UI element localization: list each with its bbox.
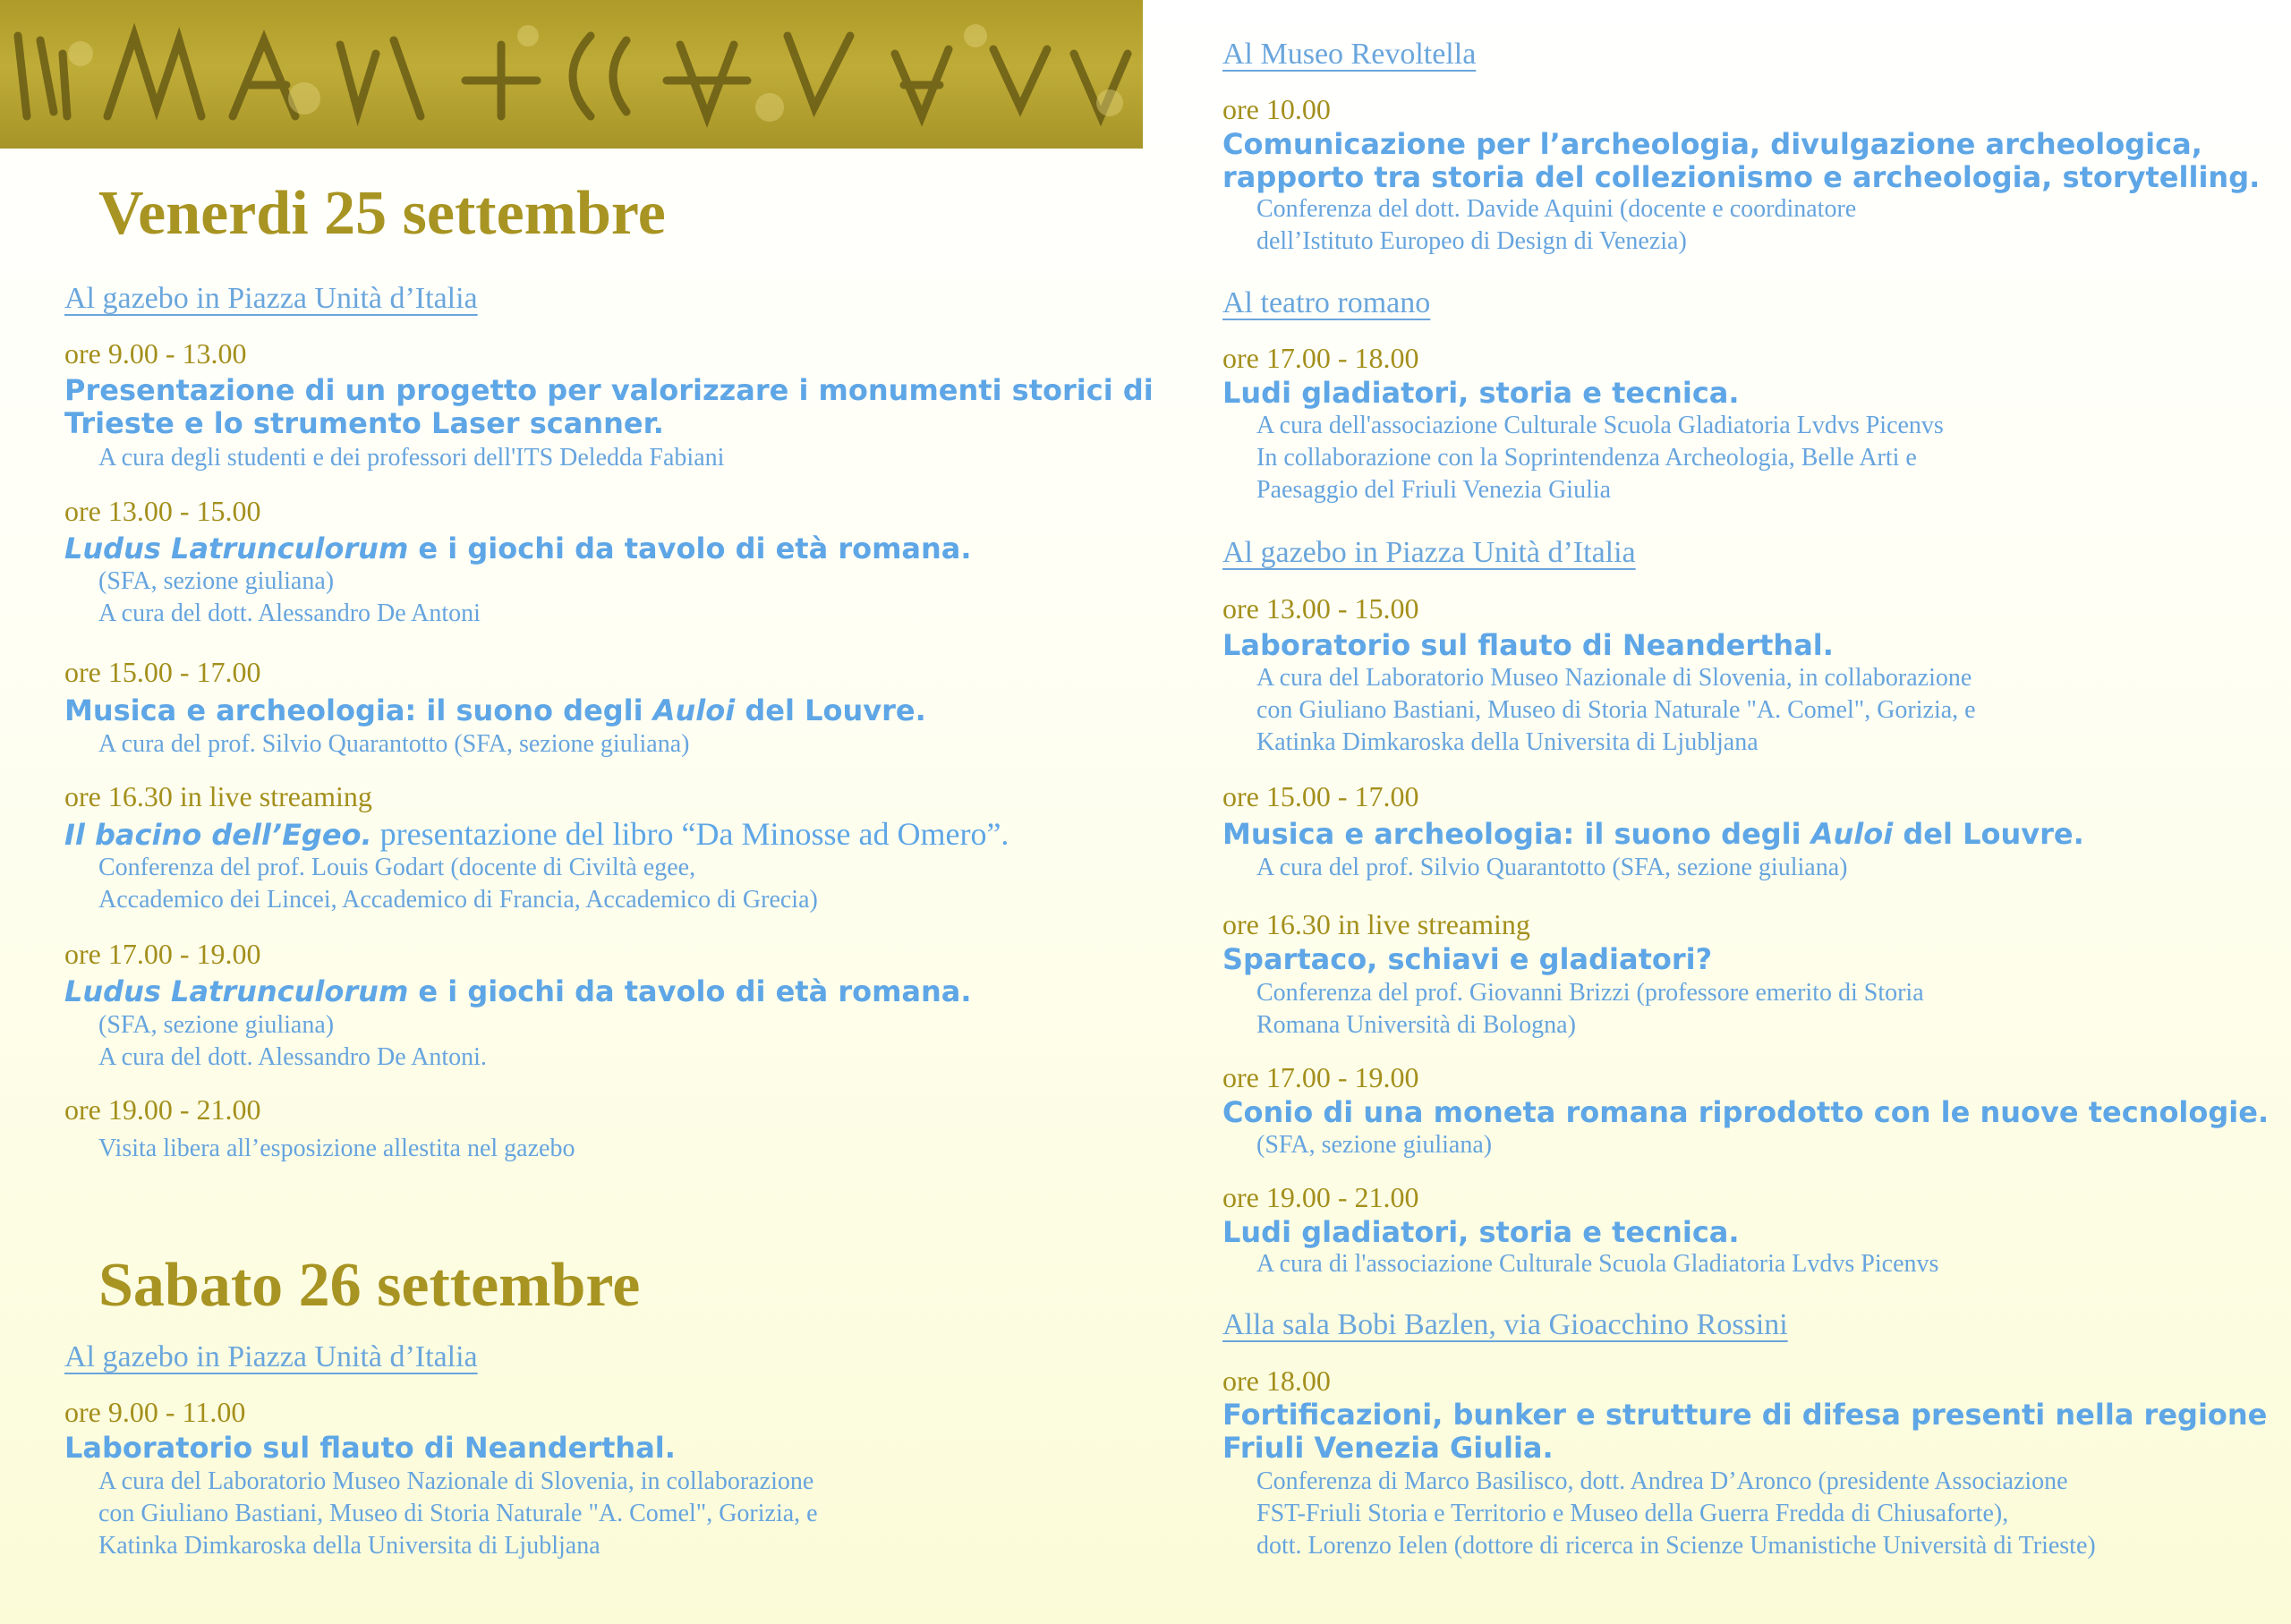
event-description: A cura del Laboratorio Museo Nazionale di Slovenia, in collaborazione	[1256, 664, 1972, 692]
event-title	[64, 818, 1009, 852]
event-description: Visita libera all’esposizione allestita nel gazebo	[98, 1135, 575, 1162]
friday-venue-gazebo: Al gazebo in Piazza Unità d’Italia	[64, 282, 478, 315]
event-description: A cura degli studenti e dei professori dell'ITS Deledda Fabiani	[98, 444, 725, 472]
event-time: ore 17.00 - 18.00	[1222, 342, 1419, 374]
event-title: Fortificazioni, bunker e strutture di difesa presenti nella regione	[1222, 1398, 2268, 1432]
friday-title: Venerdi 25 settembre	[98, 179, 666, 248]
event-title: Trieste e lo strumento Laser scanner.	[64, 406, 664, 440]
event-description: con Giuliano Bastiani, Museo di Storia Naturale "A. Comel", Gorizia, e	[1256, 696, 1976, 724]
event-description: A cura del prof. Silvio Quarantotto (SFA, sezione giuliana)	[98, 730, 690, 758]
event-time: ore 17.00 - 19.00	[1222, 1061, 1419, 1093]
event-title-italic: Auloi	[652, 693, 736, 727]
event-title: Conio di una moneta romana riprodotto con le nuove tecnologie.	[1222, 1095, 2270, 1129]
event-time: ore 13.00 - 15.00	[1222, 592, 1419, 625]
event-title: rapporto tra storia del collezionismo e archeologia, storytelling.	[1222, 160, 2261, 194]
venue-sala-bobi-bazlen: Alla sala Bobi Bazlen, via Gioacchino Rossini	[1222, 1308, 1788, 1341]
venue-teatro-romano: Al teatro romano	[1222, 286, 1431, 319]
event-title-post: del Louvre.	[1893, 817, 2084, 851]
event-description: (SFA, sezione giuliana)	[1256, 1131, 1493, 1159]
event-title-rest: e i giochi da tavolo di età romana.	[408, 531, 972, 565]
event-title	[64, 975, 972, 1008]
header-banner-image	[0, 0, 1143, 149]
event-description: (SFA, sezione giuliana)	[98, 567, 335, 595]
event-title: Laboratorio sul flauto di Neanderthal.	[1222, 628, 1834, 662]
event-time: ore 18.00	[1222, 1365, 1331, 1397]
event-description: dott. Lorenzo Ielen (dottore di ricerca in Scienze Umanistiche Università di Trieste)	[1256, 1532, 2096, 1560]
event-title-italic: Il bacino dell’Egeo.	[64, 818, 372, 852]
event-description: con Giuliano Bastiani, Museo di Storia Naturale "A. Comel", Gorizia, e	[98, 1500, 818, 1527]
event-time: ore 19.00 - 21.00	[64, 1093, 261, 1126]
event-title: Friuli Venezia Giulia.	[1222, 1431, 1554, 1465]
event-title-pre: Musica e archeologia: il suono degli	[1222, 817, 1811, 851]
event-time: ore 13.00 - 15.00	[64, 495, 261, 527]
saturday-venue-gazebo: Al gazebo in Piazza Unità d’Italia	[64, 1340, 478, 1373]
event-description: FST-Friuli Storia e Territorio e Museo della Guerra Fredda di Chiusaforte),	[1256, 1500, 2009, 1527]
event-title-rest: e i giochi da tavolo di età romana.	[408, 974, 972, 1008]
event-time: ore 19.00 - 21.00	[1222, 1181, 1419, 1213]
event-time: ore 16.30 in live streaming	[1222, 908, 1530, 940]
event-title-rest: presentazione del libro “Da Minosse ad Omero”.	[371, 816, 1009, 852]
event-title-post: del Louvre.	[735, 693, 926, 727]
event-time: ore 10.00	[1222, 93, 1331, 125]
event-description: A cura del Laboratorio Museo Nazionale di Slovenia, in collaborazione	[98, 1467, 814, 1495]
event-title-italic: Ludus Latrunculorum	[64, 531, 409, 565]
event-title: Comunicazione per l’archeologia, divulgazione archeologica,	[1222, 127, 2202, 161]
event-time: ore 9.00 - 11.00	[64, 1396, 246, 1428]
venue-museo-revoltella: Al Museo Revoltella	[1222, 38, 1477, 71]
event-description: Accademico dei Lincei, Accademico di Francia, Accademico di Grecia)	[98, 886, 818, 914]
event-title: Ludi gladiatori, storia e tecnica.	[1222, 1215, 1740, 1249]
event-description: Conferenza del prof. Giovanni Brizzi (professore emerito di Storia	[1256, 979, 1924, 1007]
event-time: ore 15.00 - 17.00	[64, 656, 261, 688]
event-description: A cura del prof. Silvio Quarantotto (SFA, sezione giuliana)	[1256, 854, 1848, 881]
venue-gazebo: Al gazebo in Piazza Unità d’Italia	[1222, 536, 1636, 569]
event-description: Conferenza di Marco Basilisco, dott. Andrea D’Aronco (presidente Associazione	[1256, 1467, 2068, 1495]
event-title	[1222, 818, 2084, 851]
event-description: (SFA, sezione giuliana)	[98, 1011, 335, 1039]
event-title-italic: Ludus Latrunculorum	[64, 974, 409, 1008]
event-description: Romana Università di Bologna)	[1256, 1011, 1576, 1039]
event-description: A cura del dott. Alessandro De Antoni.	[98, 1043, 487, 1071]
event-description: dell’Istituto Europeo di Design di Venezia)	[1256, 227, 1687, 255]
event-title-italic: Auloi	[1810, 817, 1894, 851]
event-title: Presentazione di un progetto per valorizzare i monumenti storici di	[64, 373, 1154, 407]
event-description: Katinka Dimkaroska della Universita di Ljubljana	[1256, 728, 1759, 756]
event-description: Katinka Dimkaroska della Universita di Ljubljana	[98, 1532, 600, 1560]
event-description: Conferenza del dott. Davide Aquini (docente e coordinatore	[1256, 195, 1857, 223]
event-description: A cura dell'associazione Culturale Scuola Gladiatoria Lvdvs Picenvs	[1256, 412, 1944, 439]
event-time: ore 16.30 in live streaming	[64, 780, 372, 812]
event-description: In collaborazione con la Soprintendenza Archeologia, Belle Arti e	[1256, 444, 1917, 472]
saturday-title: Sabato 26 settembre	[98, 1251, 641, 1320]
event-title: Laboratorio sul flauto di Neanderthal.	[64, 1431, 676, 1465]
event-description: Conferenza del prof. Louis Godart (docente di Civiltà egee,	[98, 854, 696, 881]
event-title: Ludi gladiatori, storia e tecnica.	[1222, 376, 1740, 410]
event-time: ore 9.00 - 13.00	[64, 337, 247, 370]
event-description: Paesaggio del Friuli Venezia Giulia	[1256, 476, 1612, 504]
event-title	[64, 532, 972, 565]
event-description: A cura del dott. Alessandro De Antoni	[98, 599, 481, 627]
event-description: A cura di l'associazione Culturale Scuola Gladiatoria Lvdvs Picenvs	[1256, 1250, 1939, 1278]
event-time: ore 15.00 - 17.00	[1222, 780, 1419, 812]
event-time: ore 17.00 - 19.00	[64, 938, 261, 970]
event-title: Spartaco, schiavi e gladiatori?	[1222, 942, 1713, 976]
event-title-pre: Musica e archeologia: il suono degli	[64, 693, 653, 727]
event-title	[64, 694, 926, 727]
